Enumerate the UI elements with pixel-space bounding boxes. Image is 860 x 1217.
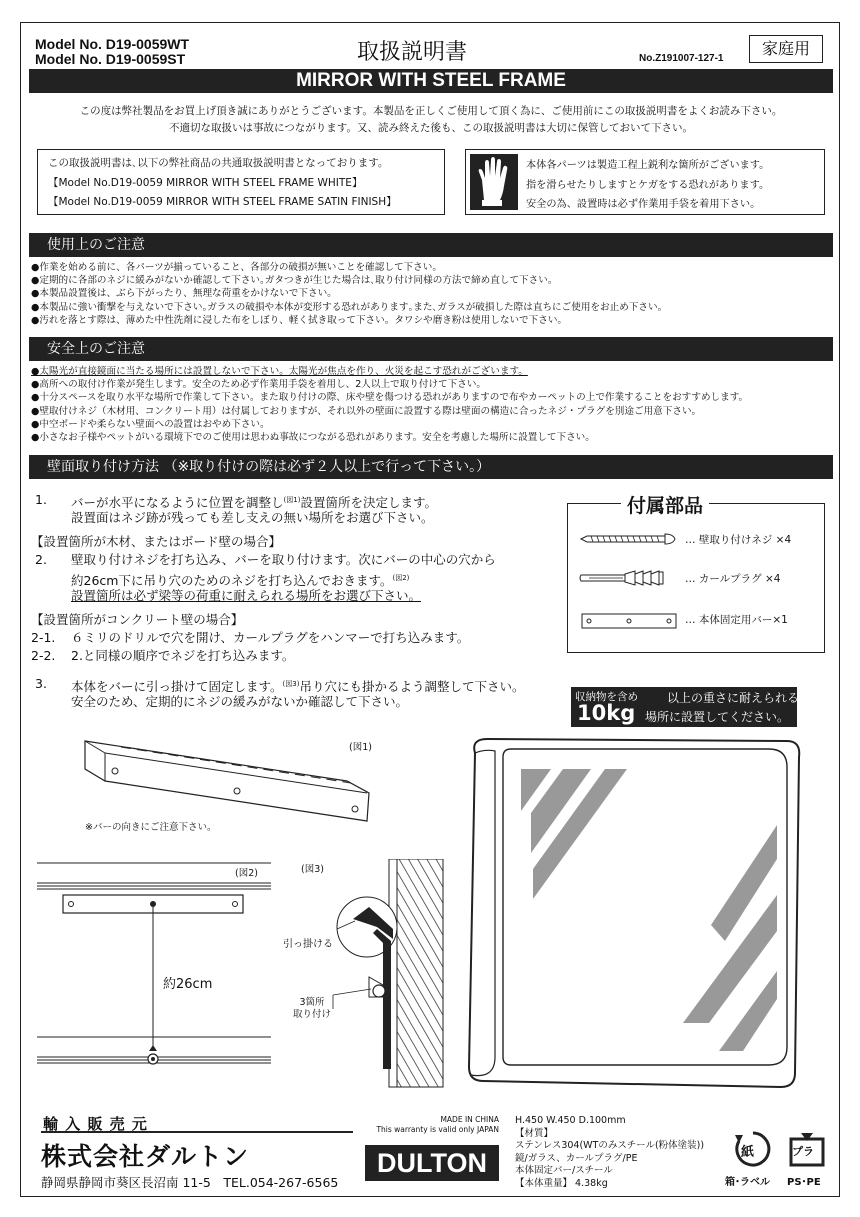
step-number: 2-1.	[31, 630, 56, 645]
figure-1-note: ※バーの向きにご注意下さい。	[85, 822, 217, 833]
model-number-st: Model No. D19-0059ST	[35, 51, 186, 67]
safety-item: ●太陽光が直接鏡面に当たる場所には設置しないで下さい。太陽光が焦点を作り、火災を起こす恐れがございます。	[31, 366, 528, 377]
paper-mark: 紙	[741, 1145, 755, 1160]
warning-line-2: 指を滑らせたりしますとケガをする恐れがあります。	[526, 179, 770, 191]
accessory-label: … 壁取り付けネジ ×4	[685, 534, 792, 546]
specifications	[515, 1115, 704, 1190]
step-3-part: 吊り穴にも掛かるよう調整して下さい。	[299, 679, 525, 695]
warranty-text: This warranty is valid only JAPAN	[376, 1125, 499, 1134]
intro-line-2: 不適切な取扱いは事故につながります。又、読み終えた後も、この取扱説明書は大切に保管しておいて下さい。	[169, 122, 693, 134]
wood-wall-heading: 【設置箇所が木材、またはボード壁の場合】	[31, 534, 282, 549]
household-badge: 家庭用	[749, 35, 823, 63]
safety-item: ●高所への取付け作業が発生します。安全のため必ず作業用手袋を着用し、2人以上で取り付けて下さい。	[31, 379, 487, 391]
fixing-bar-icon	[581, 611, 677, 631]
load-note: 収納物を含め	[575, 691, 638, 703]
accessory-label: … カールプラグ ×4	[685, 573, 781, 585]
step-2-2-text: 2.と同様の順序でネジを打ち込みます。	[71, 648, 295, 663]
footer-divider	[41, 1131, 353, 1133]
usage-heading: 使用上のご注意	[29, 233, 833, 257]
origin-text	[365, 1115, 499, 1135]
common-line-2: 【Model No.D19-0059 MIRROR WITH STEEL FRAME WHITE】	[48, 176, 363, 189]
accessory-label: … 本体固定用バー×1	[685, 614, 788, 626]
safety-item: ●十分スペースを取り水平な場所で作業して下さい。また取り付けの際、床や壁を傷つける恐れがありますので布やカーペットの上で作業することをおすすめします。	[31, 392, 749, 404]
safety-heading: 安全上のご注意	[29, 337, 833, 361]
figure-ref: (図2)	[392, 574, 410, 582]
step-1-part: 設置箇所を決定します。	[300, 495, 437, 511]
figure-3-label: (図3)	[301, 864, 324, 875]
safety-list	[31, 365, 748, 444]
figure-ref: (図3)	[282, 680, 300, 688]
screw-icon	[579, 531, 689, 547]
figure-ref: (図1)	[283, 496, 301, 504]
concrete-wall-heading: 【設置箇所がコンクリート壁の場合】	[31, 612, 244, 627]
common-line-3: 【Model No.D19-0059 MIRROR WITH STEEL FRAME SATIN FINISH】	[48, 196, 397, 208]
figure-1-bar-drawing	[81, 735, 371, 825]
figure-3-hook-label: 引っ掛ける	[283, 939, 333, 950]
accessories-heading: 付属部品	[621, 491, 709, 518]
company-name: 株式会社ダルトン	[41, 1142, 250, 1171]
importer-label: 輸 入 販 売 元	[43, 1115, 148, 1133]
step-number: 3.	[35, 676, 47, 691]
instruction-sheet	[20, 22, 840, 1197]
warning-line-3: 安全の為、設置時は必ず作業用手袋を着用下さい。	[526, 199, 761, 210]
glove-warning-box	[465, 149, 825, 215]
figure-3-fix-line: 3箇所	[299, 997, 325, 1008]
model-number-wt: Model No. D19-0059WT	[35, 36, 190, 52]
figure-2-drawing	[37, 861, 271, 1081]
curl-plug-icon	[579, 569, 669, 587]
spec-material: 本体固定バー/スチール	[515, 1165, 613, 1176]
paper-recycle-icon	[733, 1129, 773, 1169]
company-address: 静岡県静岡市葵区長沼南 11-5 TEL.054-267-6565	[41, 1175, 339, 1190]
installation-steps	[21, 491, 581, 711]
figure-3-fix-line: 取り付け	[293, 1009, 332, 1020]
mirror-drawing	[451, 735, 803, 1091]
load-line-1: 以上の重さに耐えられる	[667, 691, 800, 705]
intro-line-1: この度は弊社製品をお買上げ頂き誠にありがとうございます。本製品を正しくご使用して頂く為に、ご使用前にこの取扱説明書をよくお読み下さい。	[79, 105, 783, 117]
spec-material-head: 【材質】	[515, 1127, 554, 1139]
intro-text	[21, 103, 841, 137]
spec-material: 鏡/ガラス、カールプラグ/PE	[515, 1152, 638, 1164]
installation-heading: 壁面取り付け方法 （※取り付けの際は必ず２人以上で行って下さい。）	[29, 455, 833, 479]
dulton-logo: DULTON	[365, 1145, 499, 1181]
common-manual-box	[37, 149, 445, 215]
load-line-2: 場所に設置してください。	[645, 710, 790, 724]
usage-list	[31, 261, 667, 327]
figure-1-label: (図1)	[349, 742, 372, 753]
figure-3-drawing	[297, 859, 447, 1089]
step-2-part: 約26cm下に吊り穴のためのネジを打ち込んでおきます。	[71, 573, 393, 589]
step-1-part: バーが水平になるように位置を調整し	[71, 495, 284, 511]
figure-2-label: (図2)	[235, 868, 258, 879]
step-3-note: 安全のため、定期的にネジの緩みがないか確認して下さい。	[71, 694, 409, 709]
step-number: 2.	[35, 552, 47, 567]
product-banner: MIRROR WITH STEEL FRAME	[29, 69, 833, 93]
warning-line-1: 本体各パーツは製造工程上鋭利な箇所がございます。	[526, 160, 770, 171]
figure-3-fix-label	[293, 997, 331, 1021]
usage-item: ●作業を始める前に、各パーツが揃っていること、各部分の破損が無いことを確認して下さい。	[31, 262, 442, 273]
usage-item: ●本製品設置後は、ぶら下がったり、無理な荷重をかけないで下さい。	[31, 288, 337, 300]
spec-material: ステンレス304(WTのみスチール(粉体塗装))	[515, 1140, 705, 1151]
step-number: 2-2.	[31, 648, 56, 663]
step-1-note: 設置面はネジ跡が残っても差し支えの無い場所をお選び下さい。	[71, 510, 434, 525]
step-2-warning: 設置箇所は必ず梁等の荷重に耐えられる場所をお選び下さい。	[71, 588, 422, 603]
step-3-part: 本体をバーに引っ掛けて固定します。	[71, 679, 283, 695]
usage-item: ●定期的に各部のネジに緩みがないか確認して下さい｡ガタつきが生じた場合は､取り付け同様の方法で締め直して下さい。	[31, 275, 558, 287]
load-capacity-badge	[571, 687, 800, 727]
document-title: 取扱説明書	[357, 40, 468, 65]
document-number: No.Z191007-127-1	[639, 53, 724, 64]
safety-item: ●中空ボードや柔らない壁面への設置はおやめ下さい。	[31, 418, 270, 430]
spec-weight-head: 【本体重量】	[515, 1177, 573, 1189]
step-2-text: 壁取り付けネジを打ち込み、バーを取り付けます。次にバーの中心の穴から	[71, 552, 496, 567]
glove-hand-icon	[470, 154, 518, 210]
made-in: MADE IN CHINA	[440, 1115, 499, 1124]
plastic-recycle-label: PS･PE	[787, 1177, 821, 1188]
usage-item: ●汚れを落とす際は、薄めた中性洗剤に浸した布をしぼり、軽く拭き取って下さい。タワシや磨き粉は使用しないで下さい。	[31, 314, 568, 326]
plastic-mark: プラ	[792, 1145, 814, 1158]
common-line-1: この取扱説明書は､以下の弊社商品の共通取扱説明書となっております。	[48, 157, 389, 169]
spec-size: H.450 W.450 D.100mm	[515, 1115, 626, 1126]
step-number: 1.	[35, 492, 47, 507]
step-2-1-text: ６ミリのドリルで穴を開け、カールプラグをハンマーで打ち込みます。	[71, 630, 470, 645]
plastic-recycle-icon	[787, 1129, 827, 1169]
load-weight: 10kg	[577, 701, 636, 725]
spec-weight	[515, 1178, 704, 1191]
usage-item: ●本製品に強い衝撃を与えないで下さい｡ガラスの破損や本体が変形する恐れがあります｡また､ガラスが破損した際は直ちにご使用をお止め下さい。	[31, 301, 668, 313]
safety-item: ●小さなお子様やペットがいる環境下でのご使用は思わぬ事故につながる恐れがあります。安全を考慮した場所に設置して下さい。	[31, 432, 595, 444]
spec-weight-value: 4.38kg	[575, 1177, 608, 1189]
paper-recycle-label: 箱･ラベル	[725, 1177, 770, 1188]
safety-item: ●壁取付けネジ（木材用、コンクリート用）は付属しておりますが、それ以外の壁面に設置する際は壁面の構造に合ったネジ・プラグを別途ご用意下さい。	[31, 405, 702, 417]
figure-2-dimension: 約26cm	[163, 973, 212, 992]
